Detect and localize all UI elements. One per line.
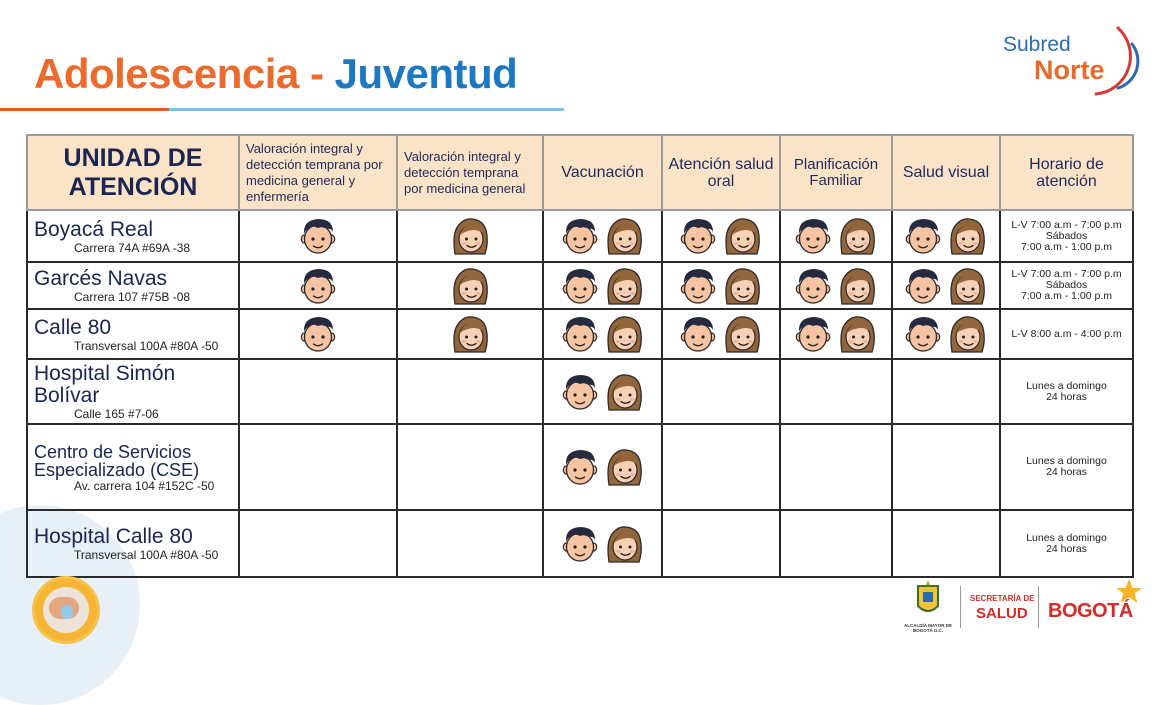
page-title	[34, 50, 517, 98]
subred-norte-logo	[1000, 22, 1148, 102]
brand-norte: Norte	[1034, 55, 1105, 85]
service-cell-planificacion	[780, 424, 892, 510]
schedule-line: 7:00 a.m - 1:00 p.m	[1020, 240, 1113, 253]
table-row	[27, 359, 1133, 424]
service-cell-oral	[662, 359, 780, 424]
unit-name: Boyacá Real	[34, 217, 154, 241]
boy-face-icon	[562, 267, 598, 305]
boy-face-icon	[562, 448, 598, 486]
schedule-cell	[1000, 424, 1133, 510]
service-cell-val2	[397, 424, 543, 510]
unit-name: Calle 80	[34, 315, 112, 339]
girl-face-icon	[604, 314, 644, 354]
boy-face-icon	[562, 315, 598, 353]
table-header-row	[27, 135, 1133, 210]
header-salud-oral: Atención salud oral	[662, 135, 780, 210]
service-cell-vacunacion	[543, 510, 662, 577]
service-cell-oral	[662, 210, 780, 262]
service-cell-oral	[662, 262, 780, 309]
schedule-line: Lunes a domingo	[1026, 531, 1107, 544]
schedule-cell	[1000, 359, 1133, 424]
header-salud-visual: Salud visual	[892, 135, 1000, 210]
bogota-label: BOGOTÁ	[1048, 600, 1133, 622]
schedule-cell	[1000, 210, 1133, 262]
header-vacunacion: Vacunación	[543, 135, 662, 210]
schedule-cell	[1000, 510, 1133, 577]
service-cell-val1	[239, 424, 397, 510]
table-row	[27, 262, 1133, 309]
schedule-line: 24 horas	[1046, 466, 1087, 478]
header-valoracion-medicina: Valoración integral y detección temprana por medicina general	[397, 135, 543, 210]
table-row	[27, 210, 1133, 262]
schedule-line: L-V 8:00 a.m - 4:00 p.m	[1011, 327, 1122, 340]
service-cell-val1	[239, 359, 397, 424]
boy-face-icon	[795, 217, 831, 255]
salud-label: SALUD	[976, 605, 1028, 622]
service-cell-planificacion	[780, 359, 892, 424]
girl-face-icon	[722, 266, 762, 306]
service-cell-visual	[892, 210, 1000, 262]
girl-face-icon	[450, 216, 490, 256]
girl-face-icon	[947, 266, 987, 306]
table-row	[27, 309, 1133, 359]
girl-face-icon	[604, 447, 644, 487]
service-cell-visual	[892, 424, 1000, 510]
schedule-line: Sábados	[1045, 229, 1088, 242]
boy-face-icon	[680, 315, 716, 353]
service-cell-vacunacion	[543, 262, 662, 309]
service-cell-oral	[662, 510, 780, 577]
service-cell-planificacion	[780, 309, 892, 359]
secretaria-label: SECRETARÍA DE	[970, 594, 1035, 603]
service-cell-val1	[239, 262, 397, 309]
boy-face-icon	[680, 267, 716, 305]
service-cell-val2	[397, 210, 543, 262]
unit-address: Calle 165 #7-06	[74, 407, 159, 421]
unit-name: Hospital Calle 80	[34, 525, 193, 548]
boy-face-icon	[300, 267, 336, 305]
schedule-line: Sábados	[1045, 279, 1088, 291]
service-cell-val2	[397, 262, 543, 309]
girl-face-icon	[604, 266, 644, 306]
girl-face-icon	[837, 266, 877, 306]
header-unidad: UNIDAD DE ATENCIÓN	[27, 135, 239, 210]
girl-face-icon	[450, 266, 490, 306]
unit-cell	[27, 424, 239, 510]
alcaldia-label: ALCALDÍA MAYOR DE BOGOTÁ D.C.	[904, 623, 952, 633]
unit-cell	[27, 262, 239, 309]
schedule-line: Lunes a domingo	[1026, 379, 1107, 392]
service-cell-oral	[662, 309, 780, 359]
footer-divider	[1038, 586, 1039, 628]
header-planificacion: Planificación Familiar	[780, 135, 892, 210]
service-cell-planificacion	[780, 210, 892, 262]
schedule-line: 24 horas	[1046, 542, 1087, 555]
unit-address: Transversal 100A #80A -50	[74, 548, 219, 562]
boy-face-icon	[562, 525, 598, 563]
boy-face-icon	[795, 315, 831, 353]
boy-face-icon	[300, 217, 336, 255]
title-juventud: Juventud	[334, 50, 518, 97]
schedule-line: L-V 7:00 a.m - 7:00 p.m	[1011, 218, 1122, 231]
service-cell-vacunacion	[543, 309, 662, 359]
services-table	[26, 134, 1134, 578]
service-cell-visual	[892, 510, 1000, 577]
handwashing-image	[32, 576, 100, 644]
table-row	[27, 510, 1133, 577]
girl-face-icon	[947, 216, 987, 256]
title-underline	[0, 108, 564, 111]
unit-name: Garcés Navas	[34, 267, 168, 290]
brand-subred: Subred	[1003, 33, 1071, 56]
boy-face-icon	[562, 217, 598, 255]
girl-face-icon	[947, 314, 987, 354]
girl-face-icon	[604, 372, 644, 412]
table-row	[27, 424, 1133, 510]
header-horario: Horario de atención	[1000, 135, 1133, 210]
service-cell-val2	[397, 359, 543, 424]
girl-face-icon	[604, 524, 644, 564]
service-cell-val1	[239, 510, 397, 577]
boy-face-icon	[905, 315, 941, 353]
girl-face-icon	[722, 216, 762, 256]
footer-logos	[900, 578, 1150, 638]
schedule-line: 24 horas	[1046, 390, 1087, 403]
unit-cell	[27, 359, 239, 424]
service-cell-planificacion	[780, 262, 892, 309]
schedule-cell	[1000, 309, 1133, 359]
footer-divider	[960, 586, 961, 628]
unit-address: Transversal 100A #80A -50	[74, 338, 219, 353]
service-cell-vacunacion	[543, 424, 662, 510]
boy-face-icon	[562, 373, 598, 411]
boy-face-icon	[905, 267, 941, 305]
unit-address: Av. carrera 104 #152C -50	[74, 478, 215, 493]
service-cell-val2	[397, 510, 543, 577]
service-cell-visual	[892, 359, 1000, 424]
schedule-cell	[1000, 262, 1133, 309]
girl-face-icon	[722, 314, 762, 354]
alcaldia-shield-icon	[900, 580, 956, 624]
service-cell-planificacion	[780, 510, 892, 577]
service-cell-val1	[239, 210, 397, 262]
girl-face-icon	[837, 216, 877, 256]
boy-face-icon	[680, 217, 716, 255]
unit-cell	[27, 510, 239, 577]
boy-face-icon	[300, 315, 336, 353]
service-cell-visual	[892, 262, 1000, 309]
title-adolescencia: Adolescencia	[34, 50, 299, 97]
service-cell-val2	[397, 309, 543, 359]
unit-cell	[27, 210, 239, 262]
header-valoracion-enfermeria: Valoración integral y detección temprana por medicina general y enfermería	[239, 135, 397, 210]
schedule-line: Lunes a domingo	[1026, 455, 1107, 467]
schedule-line: 7:00 a.m - 1:00 p.m	[1020, 290, 1113, 302]
unit-address: Carrera 74A #69A -38	[74, 240, 191, 255]
schedule-line: L-V 7:00 a.m - 7:00 p.m	[1011, 268, 1122, 280]
boy-face-icon	[905, 217, 941, 255]
unit-name: Centro de Servicios Especializado (CSE)	[34, 441, 200, 480]
girl-face-icon	[604, 216, 644, 256]
title-separator: -	[309, 50, 324, 97]
girl-face-icon	[837, 314, 877, 354]
girl-face-icon	[450, 314, 490, 354]
service-cell-visual	[892, 309, 1000, 359]
service-cell-vacunacion	[543, 210, 662, 262]
unit-name: Hospital Simón Bolívar	[34, 362, 176, 407]
service-cell-oral	[662, 424, 780, 510]
service-cell-vacunacion	[543, 359, 662, 424]
service-cell-val1	[239, 309, 397, 359]
unit-address: Carrera 107 #75B -08	[74, 290, 191, 304]
boy-face-icon	[795, 267, 831, 305]
unit-cell	[27, 309, 239, 359]
